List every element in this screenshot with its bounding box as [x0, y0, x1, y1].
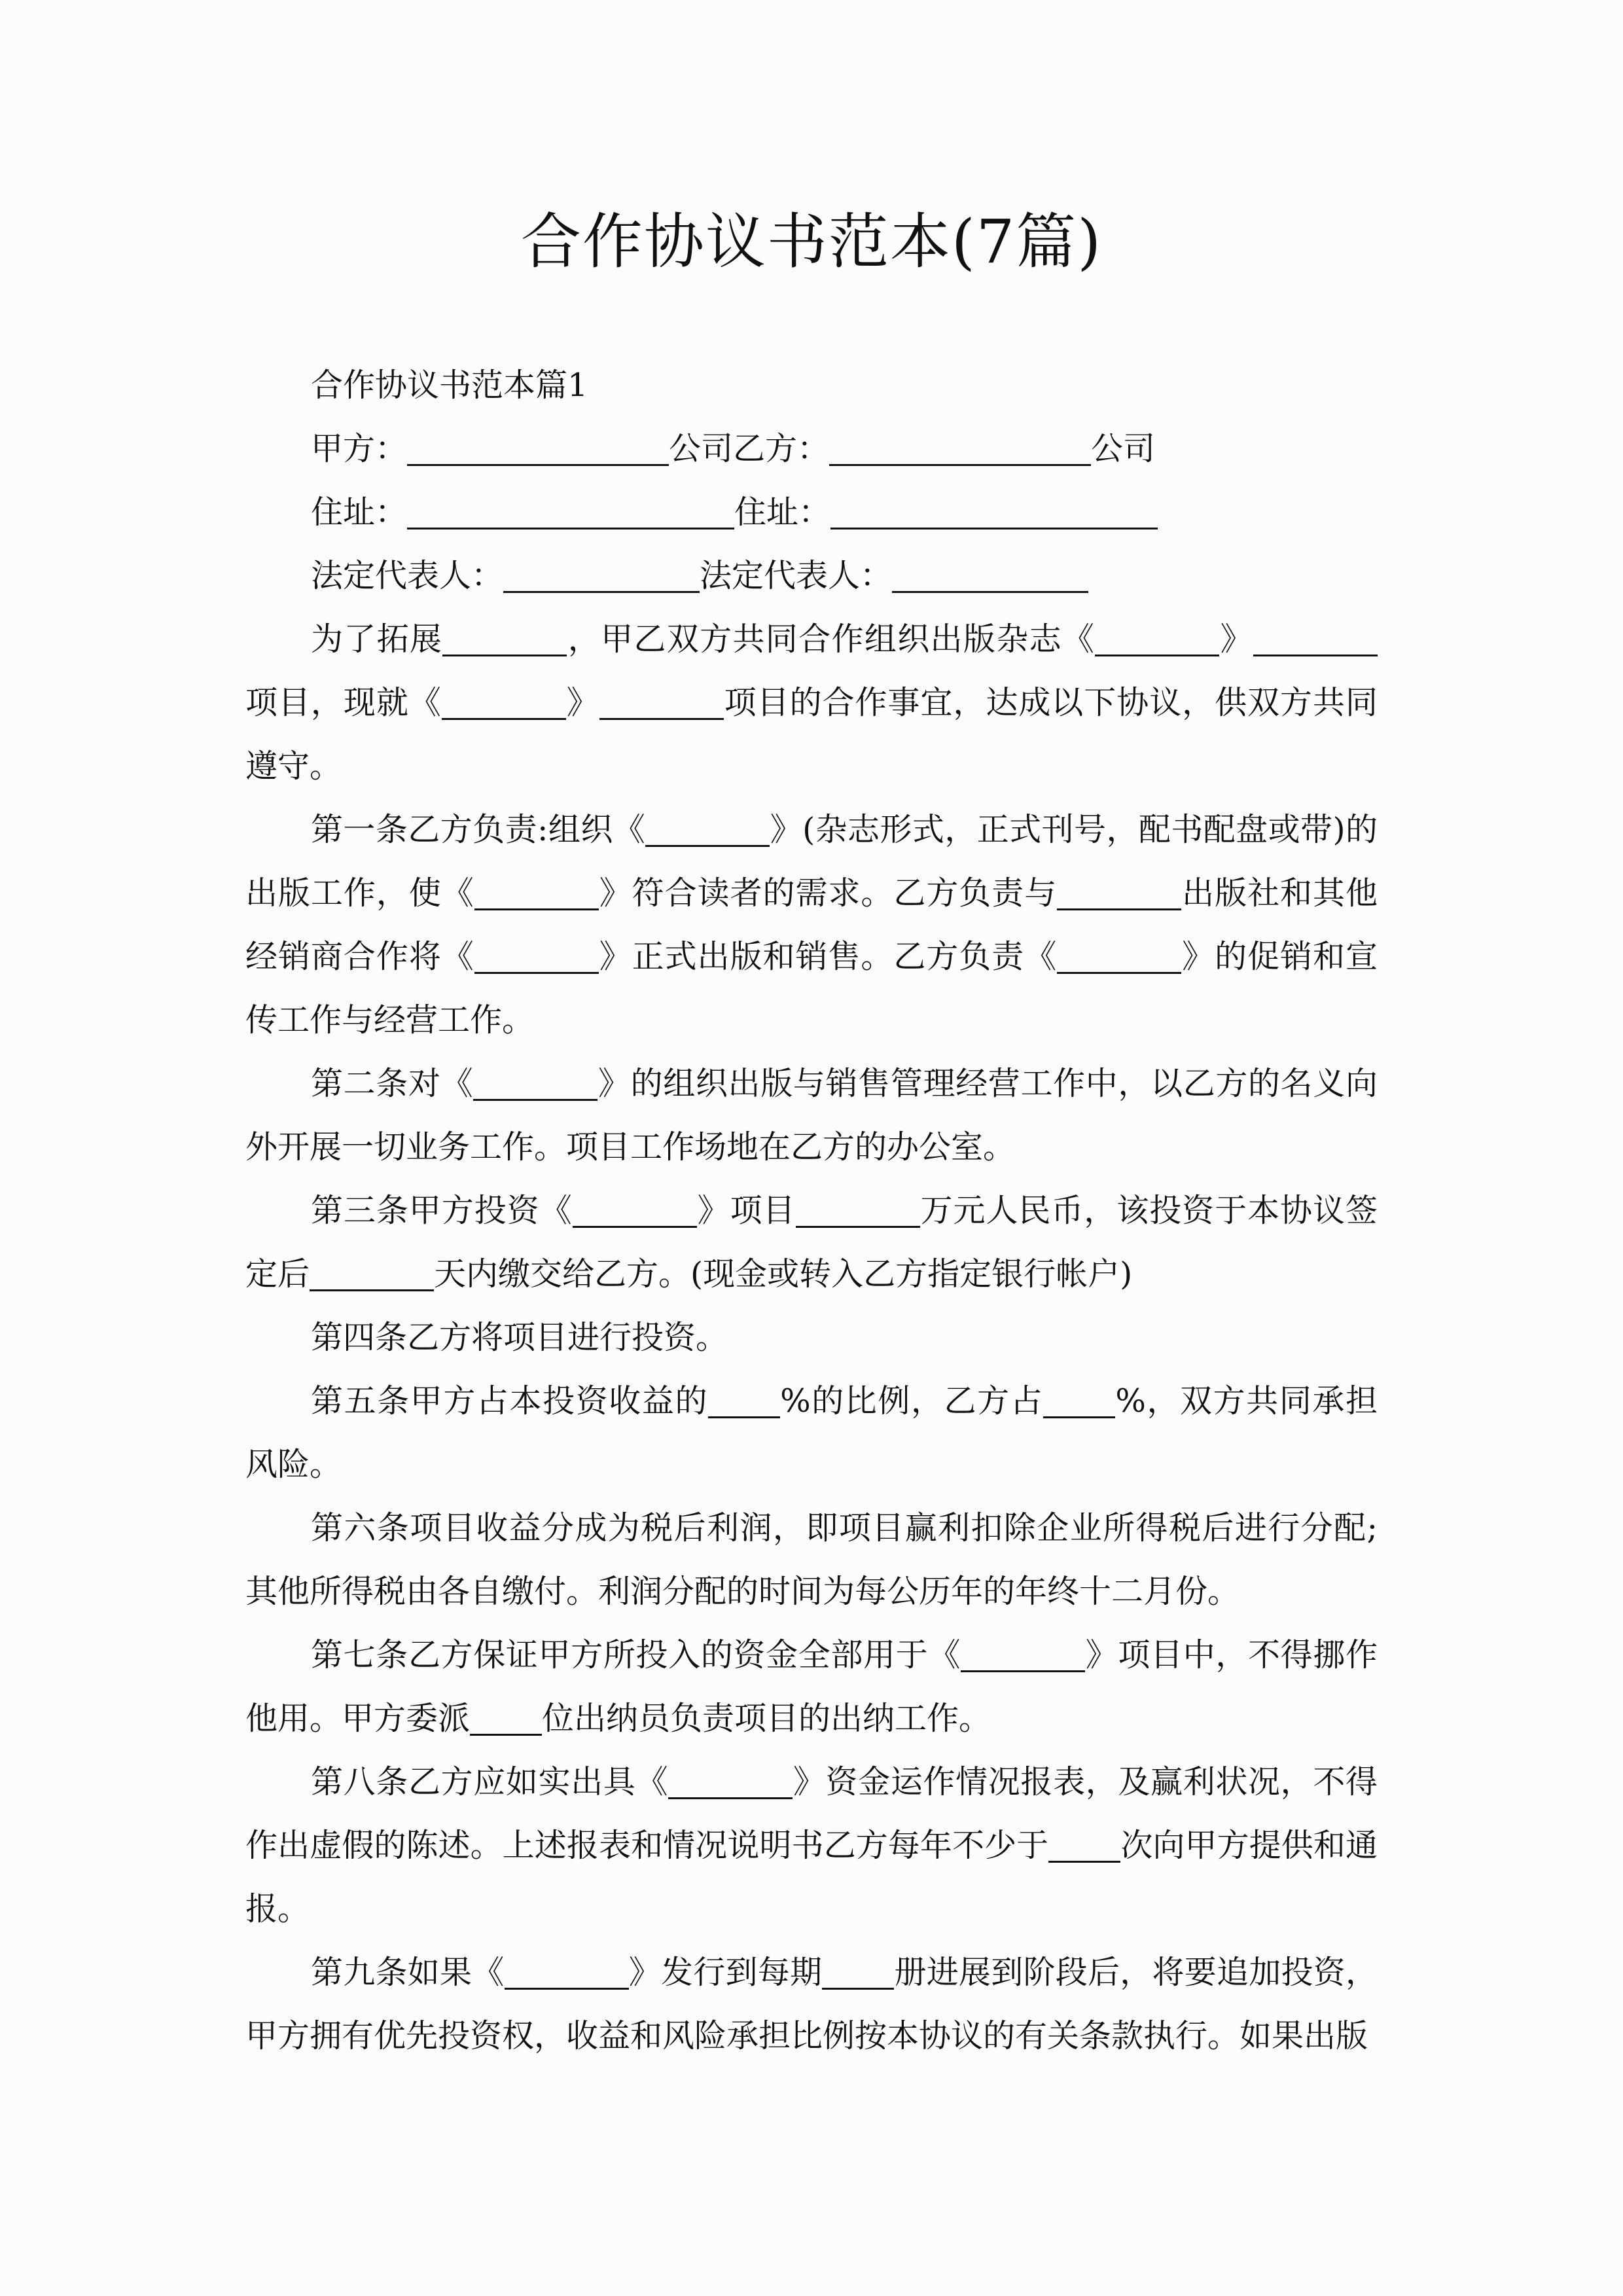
article-9 — [245, 1941, 1378, 2068]
intro-text: 项目的合作事宜，达成以下协议，供双方共同遵守。 — [245, 684, 1378, 785]
intro-text: 为了拓展 — [311, 620, 443, 658]
fill-blank[interactable] — [961, 1634, 1085, 1672]
fill-blank[interactable] — [1043, 1380, 1115, 1418]
fill-blank[interactable] — [1095, 618, 1219, 656]
article-text: 出版社和其他经销商合作将《 — [245, 874, 1378, 975]
article-text: 位出纳员负责项目的出纳工作。 — [542, 1700, 991, 1737]
legal-rep-label-a: 法定代表人： — [311, 557, 504, 594]
article-text: %的比例，乙方占 — [780, 1382, 1044, 1420]
fill-blank[interactable] — [708, 1380, 780, 1418]
party-a-address-blank[interactable] — [407, 491, 734, 529]
document-body — [245, 353, 1378, 2068]
article-text: 次向甲方提供和通报。 — [245, 1827, 1378, 1928]
article-text: 》正式出版和销售。乙方负责《 — [598, 938, 1058, 975]
article-6 — [245, 1496, 1378, 1623]
article-text: 》资金运作情况报表，及赢利状况，不得作出虚假的陈述。上述报表和情况说明书乙方每年不少于 — [245, 1763, 1378, 1864]
fill-blank[interactable] — [470, 1697, 542, 1736]
article-4 — [245, 1306, 1378, 1369]
article-7 — [245, 1623, 1378, 1750]
fill-blank[interactable] — [442, 618, 567, 656]
article-text: 第四条乙方将项目进行投资。 — [311, 1319, 728, 1356]
document-title: 合作协议书范本(7篇) — [520, 207, 1103, 277]
legal-rep-label-b: 法定代表人： — [700, 557, 893, 594]
fill-blank[interactable] — [645, 808, 770, 847]
party-a-name-blank[interactable] — [407, 427, 669, 466]
intro-text: 》 — [565, 684, 599, 721]
article-text: 》的促销和宣传工作与经营工作。 — [245, 938, 1378, 1039]
article-text: 天内缴交给乙方。(现金或转入乙方指定银行帐户) — [434, 1255, 1133, 1293]
company-suffix: 公司 — [1091, 430, 1156, 467]
party-b-legal-rep-blank[interactable] — [892, 554, 1088, 593]
article-text: 第七条乙方保证甲方所投入的资金全部用于《 — [311, 1636, 961, 1674]
article-text: 》项目 — [696, 1192, 796, 1229]
article-text: 第八条乙方应如实出具《 — [311, 1763, 669, 1801]
fill-blank[interactable] — [822, 1951, 894, 1990]
article-text: 第二条对《 — [311, 1065, 474, 1102]
article-text: 第五条甲方占本投资收益的 — [311, 1382, 709, 1420]
article-text: 第六条项目收益分成为税后利润，即项目赢利扣除企业所得税后进行分配;其他所得税由各自缴付。利润分配的时间为每公历年的年终十二月份。 — [245, 1509, 1378, 1610]
article-text: %，双方共同承担风险。 — [245, 1382, 1378, 1483]
article-text: 》发行到每期 — [628, 1954, 823, 1991]
article-text: 第一条乙方负责:组织《 — [311, 811, 646, 848]
fill-blank[interactable] — [1048, 1824, 1120, 1863]
intro-text: ，甲乙双方共同合作组织出版杂志《 — [567, 620, 1096, 658]
article-text: 万元人民币，该投资于本协议签定后 — [245, 1192, 1378, 1293]
party-a-legal-rep-blank[interactable] — [503, 554, 700, 593]
article-text: 》符合读者的需求。乙方负责与 — [598, 874, 1058, 912]
party-b-address-blank[interactable] — [830, 491, 1158, 529]
article-5 — [245, 1369, 1378, 1496]
fill-blank[interactable] — [442, 681, 566, 720]
article-text: 》项目中，不得挪作他用。甲方委派 — [245, 1636, 1378, 1737]
section-heading: 合作协议书范本篇1 — [311, 367, 588, 404]
fill-blank[interactable] — [474, 935, 599, 974]
fill-blank[interactable] — [599, 681, 724, 720]
company-party-b-label: 公司乙方： — [669, 430, 830, 467]
party-b-name-blank[interactable] — [829, 427, 1091, 466]
article-text: 》(杂志形式，正式刊号，配书配盘或带)的出版工作，使《 — [245, 811, 1378, 912]
fill-blank[interactable] — [796, 1189, 920, 1228]
intro-paragraph — [245, 607, 1378, 798]
article-1 — [245, 798, 1378, 1052]
party-names-line — [245, 417, 1378, 480]
fill-blank[interactable] — [310, 1253, 434, 1291]
legal-rep-line — [245, 544, 1378, 607]
article-2 — [245, 1052, 1378, 1179]
fill-blank[interactable] — [1057, 935, 1181, 974]
article-text: 第三条甲方投资《 — [311, 1192, 573, 1229]
address-label-a: 住址： — [311, 493, 408, 531]
fill-blank[interactable] — [1253, 618, 1378, 656]
fill-blank[interactable] — [474, 872, 599, 910]
article-text: 册进展到阶段后，将要追加投资，甲方拥有优先投资权，收益和风险承担比例按本协议的有关条款执行。如果出版 — [245, 1954, 1378, 2054]
article-text: 》的组织出版与销售管理经营工作中，以乙方的名义向外开展一切业务工作。项目工作场地在乙方的办公室。 — [245, 1065, 1378, 1166]
article-8 — [245, 1750, 1378, 1941]
intro-text: 项目，现就《 — [245, 684, 442, 721]
article-text: 第九条如果《 — [311, 1954, 505, 1991]
fill-blank[interactable] — [505, 1951, 629, 1990]
article-3 — [245, 1179, 1378, 1306]
fill-blank[interactable] — [1057, 872, 1181, 910]
address-label-b: 住址： — [734, 493, 831, 531]
fill-blank[interactable] — [473, 1062, 597, 1101]
fill-blank[interactable] — [573, 1189, 697, 1228]
intro-text: 》 — [1219, 620, 1253, 658]
fill-blank[interactable] — [668, 1761, 793, 1799]
address-line — [245, 480, 1378, 544]
party-a-label: 甲方： — [311, 430, 408, 467]
